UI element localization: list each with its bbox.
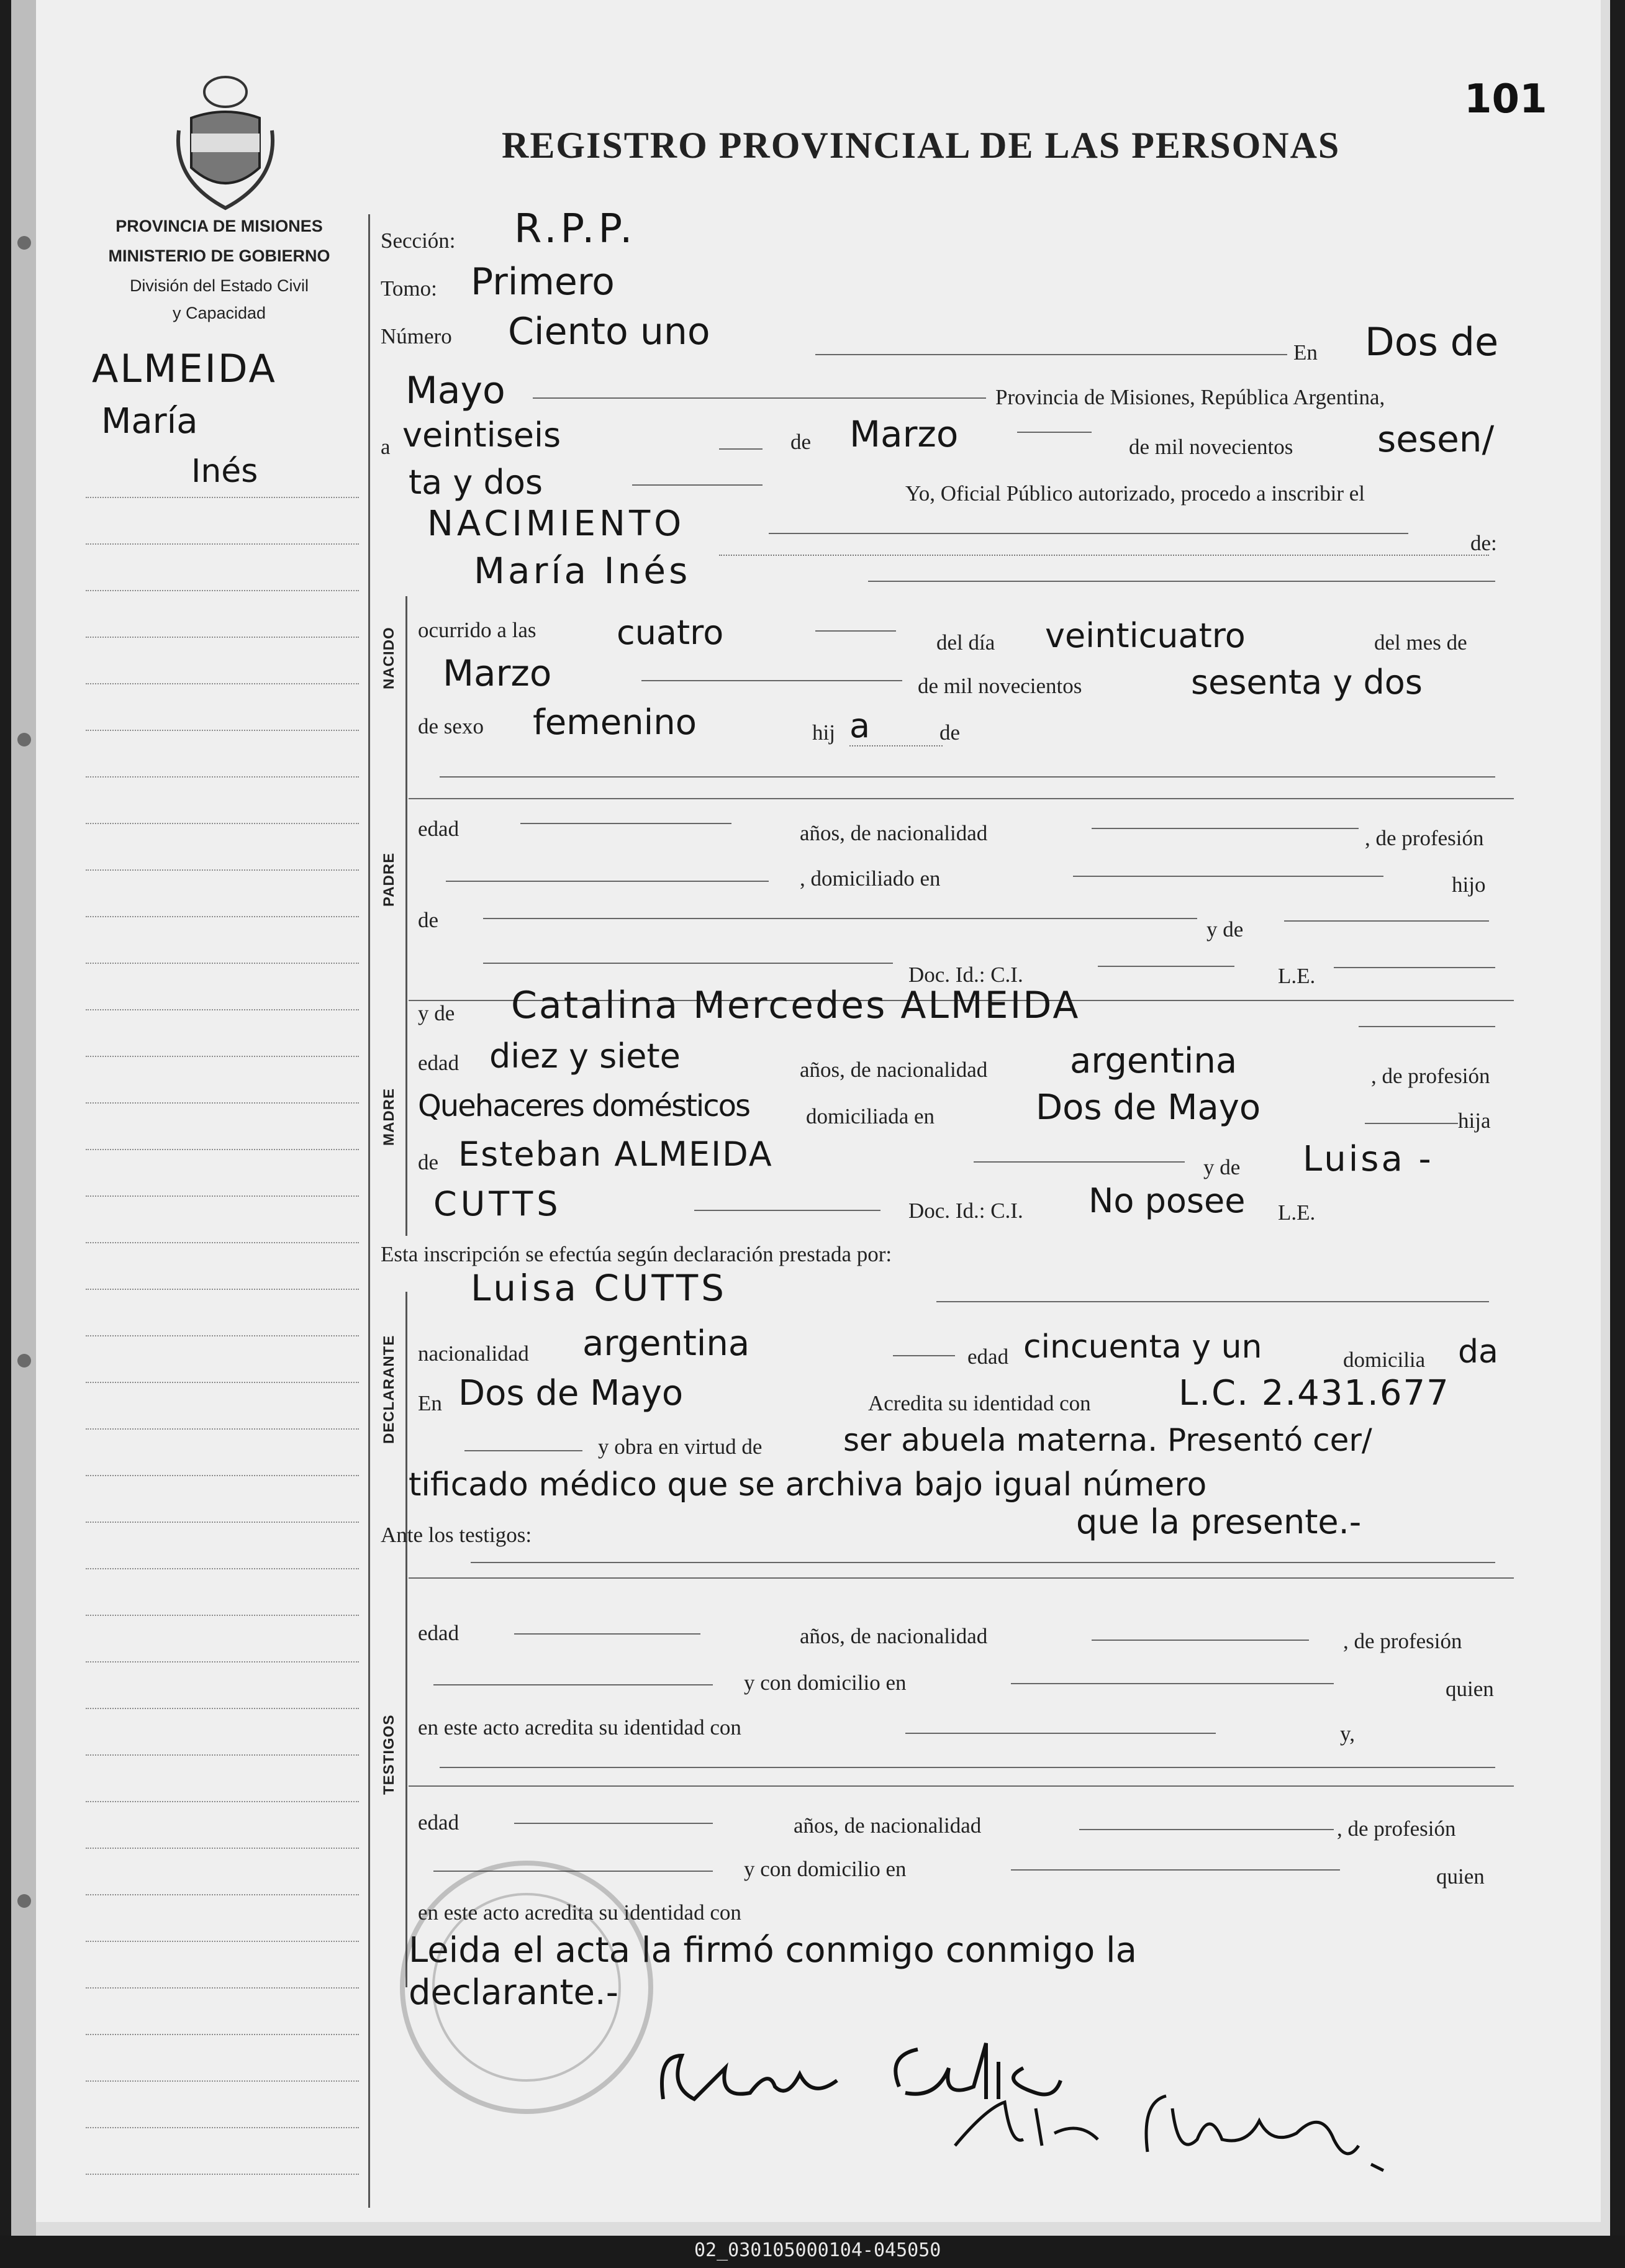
margin-rule xyxy=(86,1522,359,1523)
label-decl-edad: edad xyxy=(967,1345,1009,1369)
label-t2-acredita: en este acto acredita su identidad con xyxy=(418,1900,741,1925)
label-madre-edad: edad xyxy=(418,1051,459,1075)
entry-anio-a: sesen/ xyxy=(1377,418,1495,460)
margin-rule xyxy=(86,590,359,591)
entry-sexo: femenino xyxy=(533,702,697,743)
margin-rule xyxy=(86,1754,359,1756)
label-t2-dom: y con domicilio en xyxy=(744,1857,907,1881)
entry-hij-suffix: a xyxy=(849,706,871,745)
label-t2-nac: años, de nacionalidad xyxy=(794,1813,982,1838)
margin-rule xyxy=(86,730,359,731)
fill-line xyxy=(974,1161,1185,1163)
entry-cierre-b: declarante.- xyxy=(409,1972,618,2013)
entry-obra-b: tificado médico que se archiva bajo igual número xyxy=(409,1466,1207,1504)
margin-rule xyxy=(86,1149,359,1150)
label-padre-le: L.E. xyxy=(1278,964,1316,988)
org-line-1: PROVINCIA DE MISIONES xyxy=(115,217,323,235)
margin-rule xyxy=(86,963,359,964)
label-decl-nac: nacionalidad xyxy=(418,1341,529,1366)
fill-line xyxy=(464,1450,582,1451)
margin-rule xyxy=(86,916,359,917)
fill-line xyxy=(632,484,763,486)
frame-line xyxy=(368,214,370,2208)
scan-id: 02_030105000104-045050 xyxy=(694,2239,941,2261)
binding-hole xyxy=(17,733,31,746)
fill-line xyxy=(1334,967,1495,968)
entry-decl-nac: argentina xyxy=(582,1323,750,1364)
fill-line xyxy=(815,354,1287,355)
margin-rule xyxy=(86,1428,359,1430)
margin-rule xyxy=(86,1242,359,1243)
fill-line xyxy=(471,1562,1495,1563)
fill-line xyxy=(1011,1683,1334,1684)
margin-rule xyxy=(86,1102,359,1104)
entry-madre-edad: diez y siete xyxy=(489,1036,681,1076)
binding-strip xyxy=(11,0,36,2236)
margin-second-name: Inés xyxy=(191,453,258,490)
fill-line xyxy=(893,1355,955,1356)
label-madre-hija: hija xyxy=(1458,1109,1491,1133)
fill-line xyxy=(440,776,1495,778)
entry-cierre-a: Leida el acta la firmó conmigo conmigo la xyxy=(409,1930,1137,1971)
margin-rule xyxy=(86,1801,359,1802)
margin-surname: ALMEIDA xyxy=(92,346,277,391)
entry-acto: NACIMIENTO xyxy=(427,504,686,544)
margin-rule xyxy=(86,1056,359,1057)
label-madre-doc: Doc. Id.: C.I. xyxy=(908,1199,1023,1223)
label-t1-acredita: en este acto acredita su identidad con xyxy=(418,1715,741,1740)
margin-rule xyxy=(86,1941,359,1942)
margin-rule xyxy=(86,497,359,498)
org-line-2: MINISTERIO DE GOBIERNO xyxy=(108,247,330,265)
label-a: a xyxy=(381,435,391,459)
entry-madre-dom: Dos de Mayo xyxy=(1036,1087,1261,1128)
label-esta-inscripcion: Esta inscripción se efectúa según declaración prestada por: xyxy=(381,1242,892,1266)
fill-line xyxy=(483,963,893,964)
entry-numero: Ciento uno xyxy=(508,310,710,353)
entry-mayo: Mayo xyxy=(405,369,505,412)
org-line-4: y Capacidad xyxy=(172,304,266,322)
margin-rule xyxy=(86,2034,359,2035)
margin-rule xyxy=(86,1335,359,1336)
section-divider xyxy=(409,1577,1514,1579)
fill-line xyxy=(868,581,1495,582)
fill-line xyxy=(1079,1829,1334,1830)
entry-madre-nombre: Catalina Mercedes ALMEIDA xyxy=(511,984,1080,1027)
margin-rule xyxy=(86,2080,359,2082)
fill-line xyxy=(719,555,1489,556)
officer-signature-icon xyxy=(936,2071,1433,2183)
fill-line xyxy=(1011,1869,1340,1871)
label-padre-de: de xyxy=(418,908,439,932)
label-de-nacido: de xyxy=(939,720,961,745)
margin-rule xyxy=(86,1568,359,1569)
section-label-testigos: TESTIGOS xyxy=(381,1714,397,1795)
label-t1-dom: y con domicilio en xyxy=(744,1671,907,1695)
page-number: 101 xyxy=(1464,76,1547,122)
section-label-padre: PADRE xyxy=(381,852,397,907)
fill-line xyxy=(1073,876,1383,877)
label-de-sexo: de sexo xyxy=(418,714,484,738)
margin-rule xyxy=(86,1894,359,1895)
fill-line xyxy=(694,1210,880,1211)
label-t1-nac: años, de nacionalidad xyxy=(800,1624,988,1648)
margin-rule xyxy=(86,1195,359,1197)
margin-rule xyxy=(86,1475,359,1476)
label-decl-obra: y obra en virtud de xyxy=(598,1435,763,1459)
margin-first-name: María xyxy=(101,401,198,442)
label-del-mes: del mes de xyxy=(1374,630,1467,655)
label-en: En xyxy=(1293,340,1318,365)
margin-rule xyxy=(86,1848,359,1849)
margin-rule xyxy=(86,637,359,638)
entry-obra-c: que la presente.- xyxy=(1076,1502,1362,1541)
label-madre-y-de2: y de xyxy=(1203,1155,1241,1179)
entry-mes: Marzo xyxy=(849,413,959,455)
label-t1-y: y, xyxy=(1340,1721,1355,1746)
label-madre-y-de: y de xyxy=(418,1001,455,1025)
fill-line xyxy=(433,1684,713,1685)
entry-en: Dos de xyxy=(1365,319,1499,365)
margin-rule xyxy=(86,1289,359,1290)
label-hij: hij xyxy=(812,720,835,745)
margin-rule xyxy=(86,1382,359,1383)
fill-line xyxy=(641,680,902,681)
entry-seccion: R.P.P. xyxy=(514,206,636,252)
label-de-mil-novecientos: de mil novecientos xyxy=(918,674,1082,698)
section-divider xyxy=(409,798,1514,799)
scan-footer xyxy=(0,2236,1625,2268)
label-de: de xyxy=(790,430,812,454)
fill-line xyxy=(483,918,1197,919)
margin-rule xyxy=(86,869,359,871)
margin-rule xyxy=(86,1009,359,1010)
section-label-nacido: NACIDO xyxy=(381,627,397,689)
fill-line xyxy=(1092,1640,1309,1641)
entry-madre-doc: No posee xyxy=(1089,1181,1246,1220)
label-t1-edad: edad xyxy=(418,1621,459,1645)
entry-hora: cuatro xyxy=(617,613,724,652)
label-ocurrido: ocurrido a las xyxy=(418,618,536,642)
entry-decl-edad: cincuenta y un xyxy=(1023,1328,1262,1366)
label-decl-en: En xyxy=(418,1391,442,1415)
fill-line xyxy=(769,533,1408,534)
coat-of-arms-icon xyxy=(166,75,284,217)
label-t2-edad: edad xyxy=(418,1810,459,1835)
fill-line xyxy=(936,1301,1489,1302)
fill-line xyxy=(533,397,986,399)
fill-line xyxy=(905,1733,1216,1734)
entry-nombre: María Inés xyxy=(474,550,691,592)
label-madre-prof: , de profesión xyxy=(1371,1064,1490,1088)
section-label-declarante: DECLARANTE xyxy=(381,1335,397,1444)
fill-line xyxy=(1359,1026,1495,1027)
entry-mes-nac: Marzo xyxy=(443,652,552,694)
entry-anio-b: ta y dos xyxy=(409,463,543,502)
fill-line xyxy=(815,630,896,632)
label-seccion: Sección: xyxy=(381,229,456,253)
label-madre-de: de xyxy=(418,1150,439,1174)
fill-line xyxy=(1017,432,1092,433)
entry-decl-id: L.C. 2.431.677 xyxy=(1179,1373,1450,1413)
fill-line xyxy=(514,1633,700,1635)
fill-line xyxy=(520,823,731,824)
entry-dia: veintiseis xyxy=(402,415,561,455)
ledger-page xyxy=(11,0,1610,2236)
label-t2-quien: quien xyxy=(1436,1864,1485,1889)
label-de-colon: de: xyxy=(1470,531,1497,555)
entry-declarante: Luisa CUTTS xyxy=(471,1267,727,1309)
entry-tomo: Primero xyxy=(471,260,615,304)
margin-rule xyxy=(86,823,359,824)
margin-rule xyxy=(86,1708,359,1709)
org-line-3: División del Estado Civil xyxy=(129,276,309,295)
official-seal-icon xyxy=(396,1851,657,2124)
margin-rule xyxy=(86,543,359,545)
label-t1-prof: , de profesión xyxy=(1343,1629,1462,1653)
entry-obra-a: ser abuela materna. Presentó cer/ xyxy=(843,1422,1372,1458)
entry-dia-nac: veinticuatro xyxy=(1045,616,1246,655)
form-sheet xyxy=(36,0,1601,2222)
fill-line xyxy=(849,745,943,746)
label-del-dia: del día xyxy=(936,630,995,655)
entry-madre-padre: Esteban ALMEIDA xyxy=(458,1135,773,1174)
label-padre-y-de: y de xyxy=(1206,917,1244,941)
fill-line xyxy=(1098,966,1234,967)
margin-rule xyxy=(86,2174,359,2175)
fill-line xyxy=(446,881,769,882)
label-padre-edad: edad xyxy=(418,817,459,841)
entry-madre-nac: argentina xyxy=(1070,1041,1238,1081)
fill-line xyxy=(1092,828,1359,829)
label-t2-prof: , de profesión xyxy=(1337,1817,1456,1841)
entry-decl-dom-b: Dos de Mayo xyxy=(458,1373,684,1413)
entry-madre-madre-a: Luisa - xyxy=(1303,1139,1434,1179)
margin-rule xyxy=(86,2127,359,2128)
label-mil-novecientos: de mil novecientos xyxy=(1129,435,1293,459)
fill-line xyxy=(514,1823,713,1824)
entry-decl-dom-a: da xyxy=(1458,1333,1498,1371)
margin-rule xyxy=(86,776,359,778)
margin-rule xyxy=(86,1987,359,1989)
entry-madre-prof: Quehaceres domésticos xyxy=(418,1089,750,1123)
margin-rule xyxy=(86,1615,359,1616)
label-madre-le: L.E. xyxy=(1278,1200,1316,1225)
label-decl-acredita: Acredita su identidad con xyxy=(868,1391,1091,1415)
label-padre-dom: , domiciliado en xyxy=(800,866,941,891)
section-divider xyxy=(409,1785,1514,1787)
label-decl-domicilia: domicilia xyxy=(1343,1348,1426,1372)
label-ante: Ante los testigos: xyxy=(381,1523,532,1547)
label-provincia: Provincia de Misiones, República Argentina, xyxy=(995,385,1385,409)
section-label-madre: MADRE xyxy=(381,1088,397,1146)
label-madre-nac: años, de nacionalidad xyxy=(800,1058,988,1082)
label-padre-prof: , de profesión xyxy=(1365,826,1484,850)
entry-anio-nac: sesenta y dos xyxy=(1191,663,1423,702)
fill-line xyxy=(719,448,763,450)
margin-rule xyxy=(86,683,359,684)
label-padre-doc: Doc. Id.: C.I. xyxy=(908,963,1023,987)
binding-hole xyxy=(17,1354,31,1368)
fill-line xyxy=(440,1767,1495,1768)
fill-line xyxy=(1284,920,1489,922)
label-t1-quien: quien xyxy=(1446,1677,1494,1701)
label-madre-dom: domiciliada en xyxy=(806,1104,935,1128)
binding-hole xyxy=(17,1894,31,1908)
page-title: REGISTRO PROVINCIAL DE LAS PERSONAS xyxy=(502,125,1341,166)
label-padre-nac: años, de nacionalidad xyxy=(800,821,988,845)
label-yo-oficial: Yo, Oficial Público autorizado, procedo a inscribir el xyxy=(905,481,1365,506)
label-padre-hijo: hijo xyxy=(1452,873,1486,897)
label-tomo: Tomo: xyxy=(381,276,437,301)
entry-madre-madre-b: CUTTS xyxy=(433,1184,562,1223)
binding-hole xyxy=(17,236,31,250)
frame-line xyxy=(405,596,407,1236)
margin-rule xyxy=(86,1661,359,1662)
fill-line xyxy=(1365,1123,1458,1124)
label-numero: Número xyxy=(381,324,452,348)
